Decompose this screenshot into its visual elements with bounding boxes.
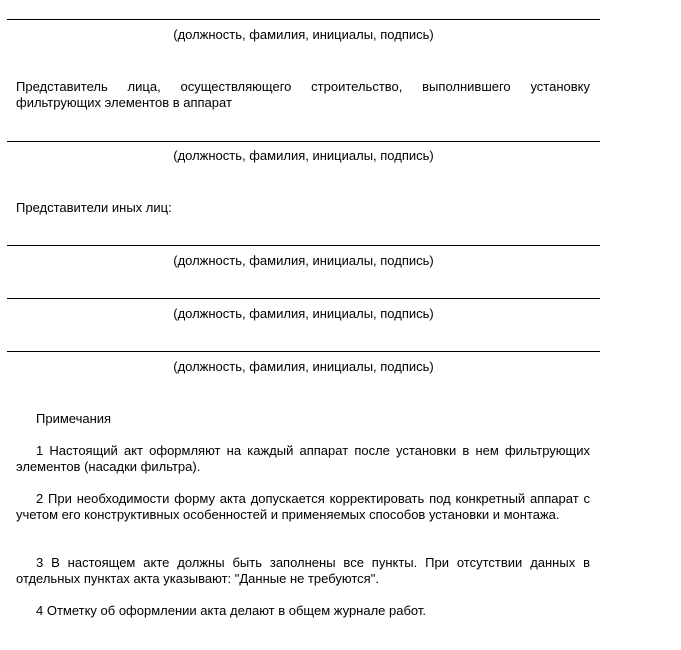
notes-heading: Примечания	[36, 411, 112, 426]
signature-line-4	[7, 298, 600, 299]
note-item-3: 3 В настоящем акте должны быть заполнены все пункты. При отсутствии данных в отдельных пунктах акта указывают: "Данные не требуются".	[16, 555, 590, 586]
signature-caption-1: (должность, фамилия, инициалы, подпись)	[173, 27, 434, 42]
builder-representative-line-1: Представитель лица, осуществляющего строительство, выполнившего установку	[16, 79, 590, 94]
note-item-4: 4 Отметку об оформлении акта делают в общем журнале работ.	[36, 603, 426, 618]
note-item-1: 1 Настоящий акт оформляют на каждый аппарат после установки в нем фильтрующих элементов (насадки фильтра).	[16, 443, 590, 474]
signature-caption-5: (должность, фамилия, инициалы, подпись)	[173, 359, 434, 374]
signature-line-2	[7, 141, 600, 142]
signature-line-3	[7, 245, 600, 246]
builder-representative-label	[16, 79, 590, 111]
other-representatives-label: Представители иных лиц:	[16, 200, 172, 215]
builder-representative-line-2: фильтрующих элементов в аппарат	[16, 95, 232, 110]
note-item-2: 2 При необходимости форму акта допускается корректировать под конкретный аппарат с учетом его конструктивных особенностей и применяемых способов установки и монтажа.	[16, 491, 590, 522]
signature-caption-2: (должность, фамилия, инициалы, подпись)	[173, 148, 434, 163]
signature-caption-4: (должность, фамилия, инициалы, подпись)	[173, 306, 434, 321]
signature-line-1	[7, 19, 600, 20]
signature-caption-3: (должность, фамилия, инициалы, подпись)	[173, 253, 434, 268]
signature-line-5	[7, 351, 600, 352]
